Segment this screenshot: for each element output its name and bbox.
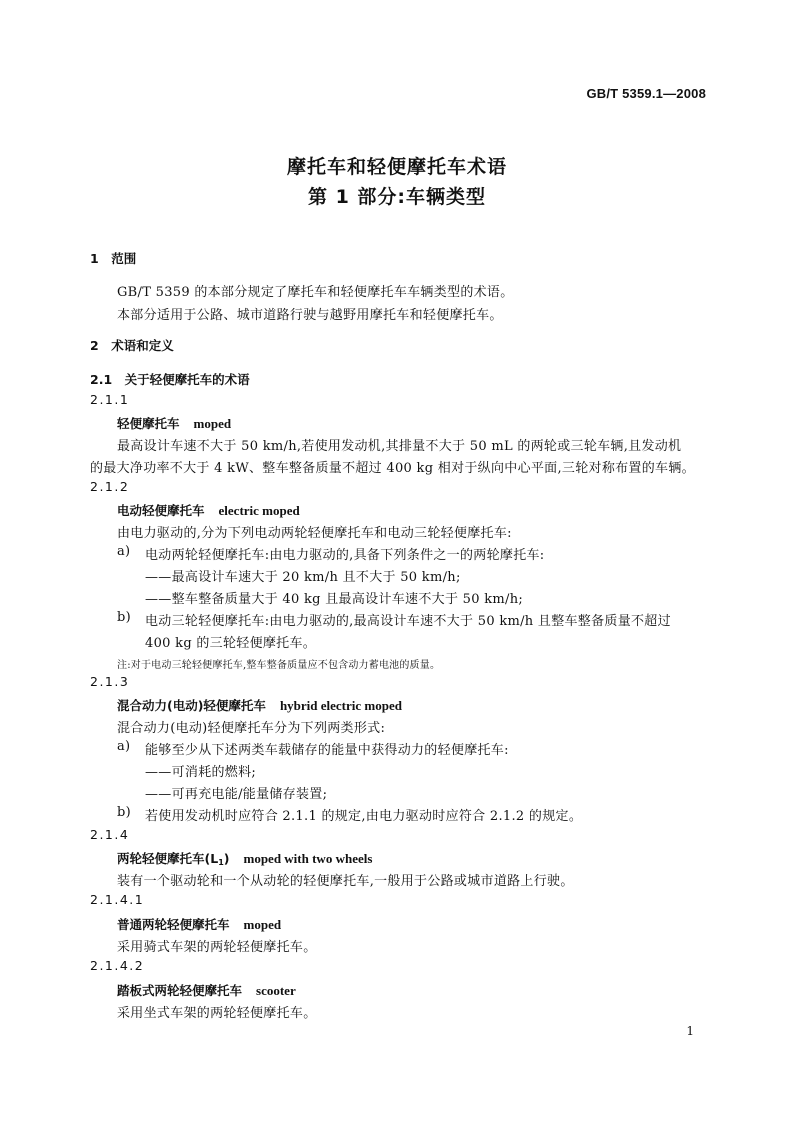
list-item: 若使用发动机时应符合 2.1.1 的规定,由电力驱动时应符合 2.1.2 的规定。 [145, 809, 583, 824]
list-item: 电动两轮轻便摩托车:由电力驱动的,具备下列条件之一的两轮摩托车: [145, 548, 545, 563]
dash-item: ——可再充电能/能量储存装置; [145, 787, 328, 802]
clause-number: 2.1.1 [90, 392, 130, 407]
document-subtitle: 第 1 部分:车辆类型 [307, 186, 487, 208]
term-zh: 两轮轻便摩托车(L [117, 851, 219, 866]
term-heading [117, 695, 402, 714]
clause-number: 2.1.2 [90, 479, 130, 494]
definition: 由电力驱动的,分为下列电动两轮轻便摩托车和电动三轮轻便摩托车: [117, 526, 512, 541]
term-en: moped [193, 416, 232, 431]
paragraph: GB/T 5359 的本部分规定了摩托车和轻便摩托车车辆类型的术语。 [117, 285, 514, 300]
page-number: 1 [686, 1024, 694, 1038]
list-item: 能够至少从下述两类车载储存的能量中获得动力的轻便摩托车: [145, 743, 509, 758]
term-zh-close: ) [223, 851, 230, 866]
dash-item: ——整车整备质量大于 40 kg 且最高设计车速不大于 50 km/h; [145, 592, 524, 607]
term-heading [117, 848, 372, 867]
term-zh: 踏板式两轮轻便摩托车 [117, 983, 243, 998]
list-label: a) [117, 739, 131, 754]
paragraph: 本部分适用于公路、城市道路行驶与越野用摩托车和轻便摩托车。 [117, 308, 503, 323]
definition: 混合动力(电动)轻便摩托车分为下列两类形式: [117, 721, 386, 736]
dash-item: ——可消耗的燃料; [145, 765, 257, 780]
definition: 最高设计车速不大于 50 km/h,若使用发动机,其排量不大于 50 mL 的两轮或三轮车辆,且发动机 [117, 439, 682, 454]
list-item: 电动三轮轻便摩托车:由电力驱动的,最高设计车速不大于 50 km/h 且整车整备质量不超过 [145, 614, 671, 629]
standard-code: GB/T 5359.1—2008 [586, 86, 706, 101]
definition: 采用坐式车架的两轮轻便摩托车。 [117, 1006, 317, 1021]
term-en: electric moped [218, 503, 300, 518]
term-en: scooter [256, 983, 296, 998]
clause-number: 2.1.3 [90, 674, 130, 689]
definition: 采用骑式车架的两轮轻便摩托车。 [117, 940, 317, 955]
term-zh: 混合动力(电动)轻便摩托车 [117, 698, 266, 713]
list-item: 400 kg 的三轮轻便摩托车。 [145, 636, 317, 651]
term-zh-subscript: 1 [218, 858, 224, 867]
term-heading [117, 914, 281, 933]
document-title: 摩托车和轻便摩托车术语 [286, 156, 507, 178]
dash-item: ——最高设计车速大于 20 km/h 且不大于 50 km/h; [145, 570, 461, 585]
section-2-1-heading: 2.1 关于轻便摩托车的术语 [90, 372, 250, 387]
clause-number: 2.1.4 [90, 827, 130, 842]
term-heading [117, 413, 231, 432]
list-label: b) [117, 805, 131, 820]
list-label: b) [117, 610, 131, 625]
term-en: hybrid electric moped [279, 698, 402, 713]
note: 注:对于电动三轮轻便摩托车,整车整备质量应不包含动力蓄电池的质量。 [117, 660, 441, 671]
clause-number: 2.1.4.2 [90, 958, 145, 973]
term-heading [117, 500, 300, 519]
term-zh: 轻便摩托车 [117, 416, 180, 431]
list-label: a) [117, 544, 131, 559]
term-heading [117, 980, 296, 999]
section-1-heading: 1 范围 [90, 251, 137, 266]
term-en: moped with two wheels [243, 851, 373, 866]
term-zh: 普通两轮轻便摩托车 [117, 917, 230, 932]
term-en: moped [243, 917, 282, 932]
definition: 的最大净功率不大于 4 kW、整车整备质量不超过 400 kg 相对于纵向中心平面,三轮对称布置的车辆。 [90, 461, 695, 476]
section-2-heading: 2 术语和定义 [90, 338, 174, 353]
term-zh: 电动轻便摩托车 [117, 503, 205, 518]
definition: 装有一个驱动轮和一个从动轮的轻便摩托车,一般用于公路或城市道路上行驶。 [117, 874, 574, 889]
clause-number: 2.1.4.1 [90, 892, 145, 907]
